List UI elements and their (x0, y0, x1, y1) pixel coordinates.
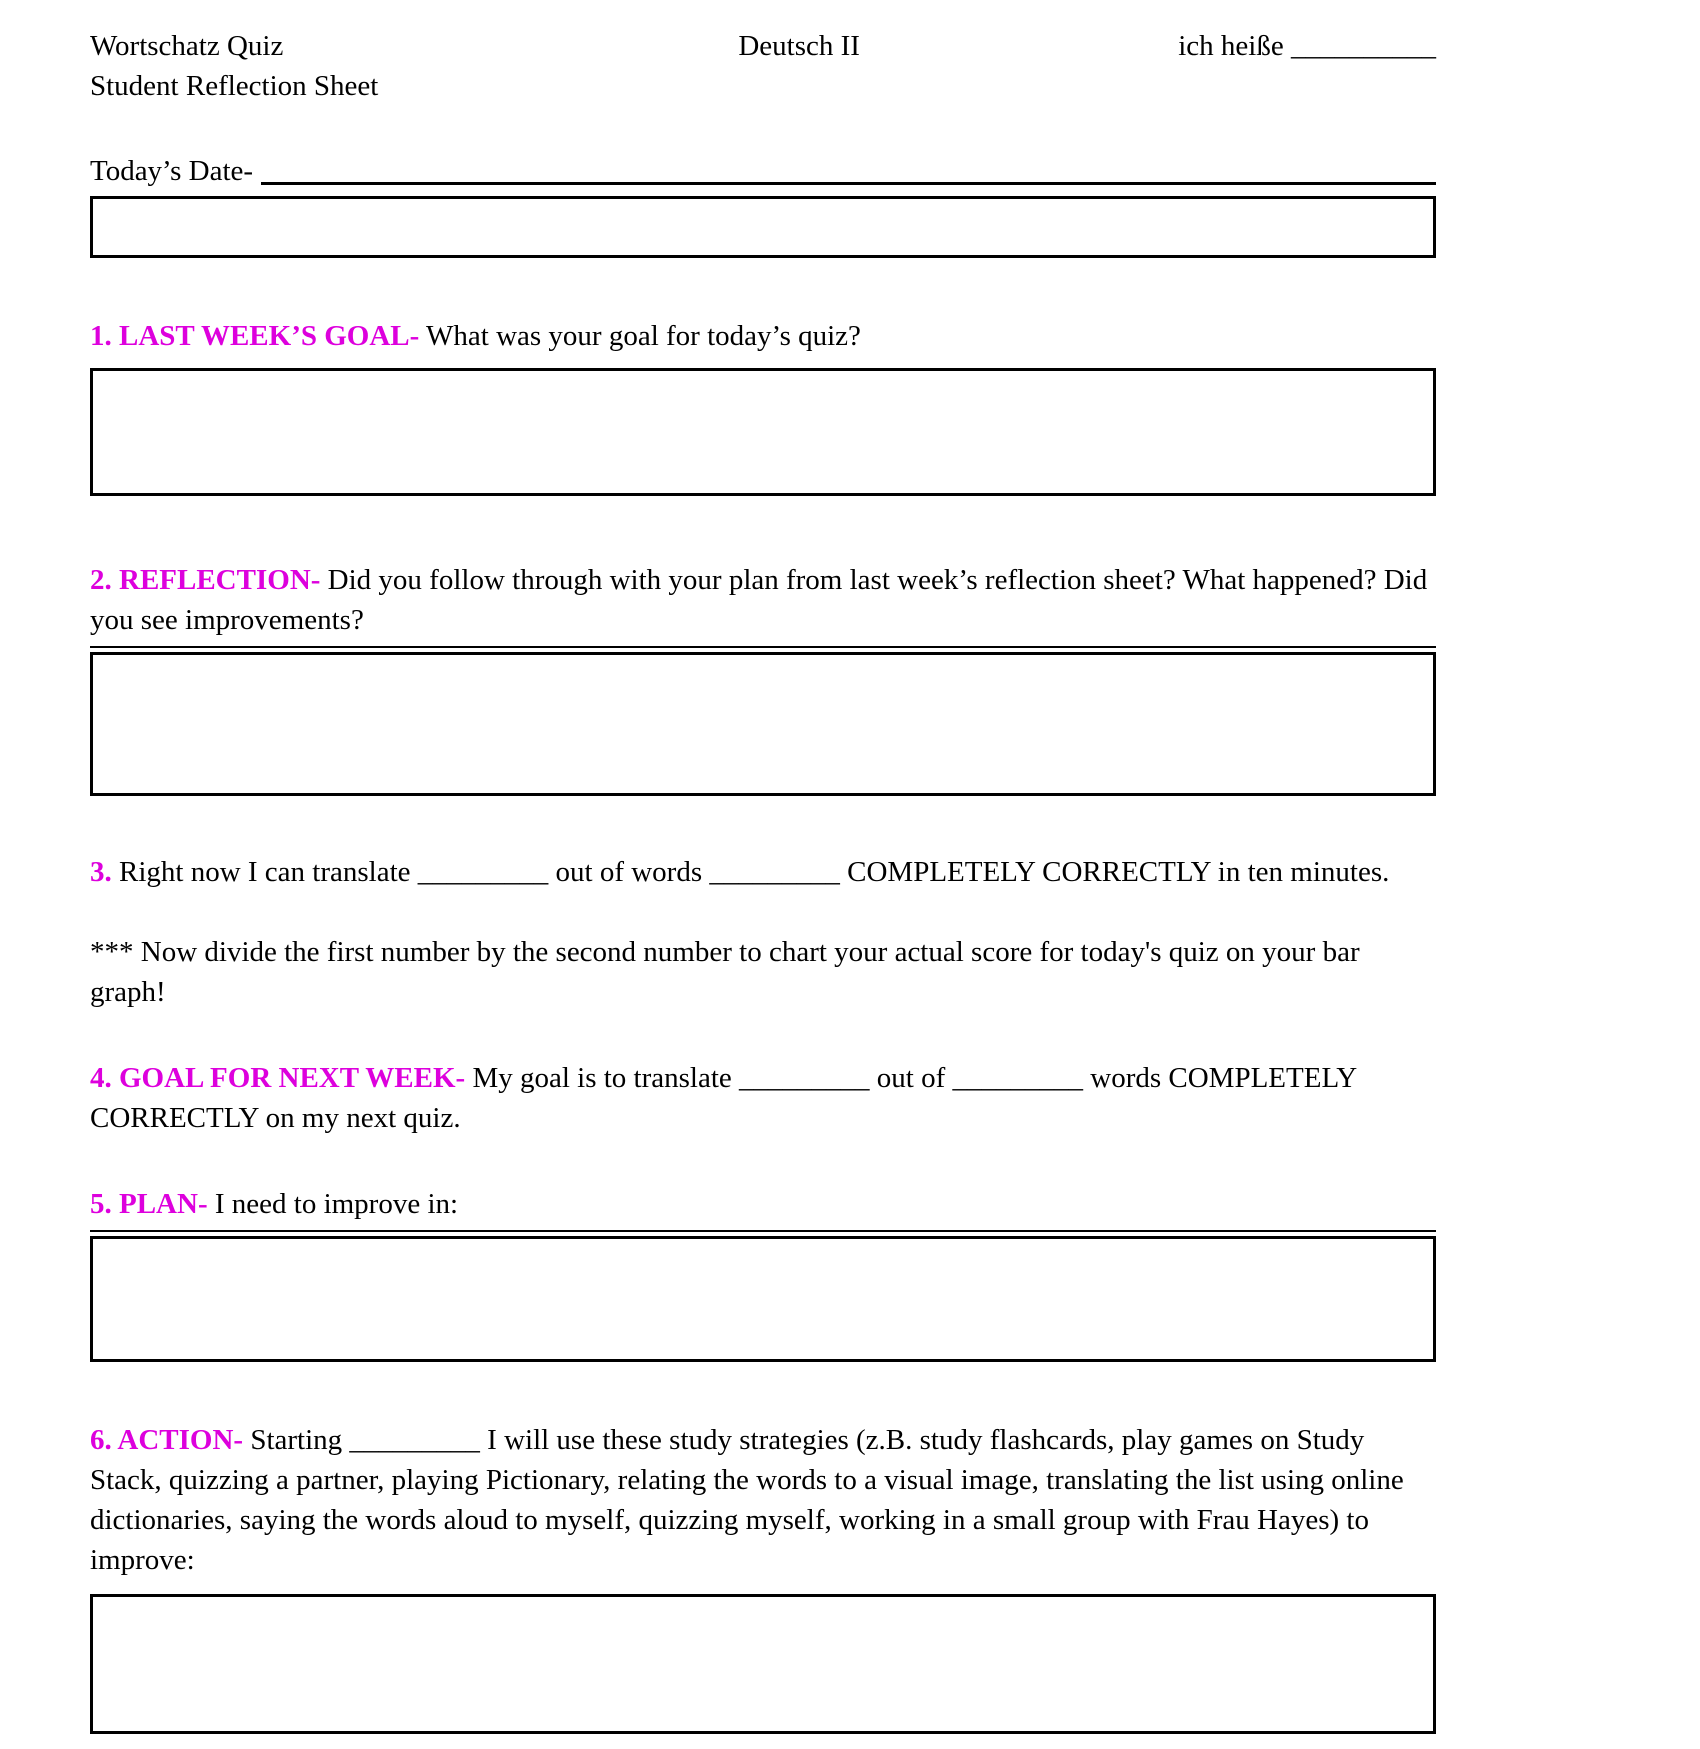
document-title-block (90, 26, 420, 106)
divide-note: *** Now divide the first number by the second number to chart your actual score for today's quiz on your bar graph! (90, 936, 1360, 1008)
section-2-heading: 2. REFLECTION- (90, 564, 321, 596)
reflection-response-box[interactable] (90, 652, 1436, 796)
date-response-box[interactable] (90, 196, 1436, 258)
section-3-number: 3. (90, 856, 112, 888)
section-plan (90, 1184, 1436, 1224)
plan-response-box[interactable] (90, 1236, 1436, 1362)
header (90, 26, 1436, 106)
course-name: Deutsch II (738, 30, 860, 62)
date-label: Today’s Date- (90, 155, 254, 187)
section-1-prompt: What was your goal for today’s quiz? (426, 320, 861, 352)
section-4-prompt: My goal is to translate _________ out of _________ words COMPLETELY CORRECTLY on my next quiz. (90, 1062, 1357, 1134)
reflection-ruled-line (90, 646, 1436, 648)
section-action (90, 1420, 1436, 1580)
document-subtitle: Student Reflection Sheet (90, 70, 379, 102)
name-field-label: ich heiße __________ (1178, 30, 1436, 62)
last-weeks-goal-response-box[interactable] (90, 368, 1436, 496)
section-4-heading: 4. GOAL FOR NEXT WEEK- (90, 1062, 466, 1094)
action-response-box[interactable] (90, 1594, 1436, 1734)
date-row (90, 152, 1436, 190)
section-5-heading: 5. PLAN- (90, 1188, 208, 1220)
section-6-prompt: Starting _________ I will use these study strategies (z.B. study flashcards, play games on Study Stack, quizzing a partner, playing Pictionary, relating the words to a visual image, translating the list using online dictionaries, saying the words aloud to myself, quizzing myself, working in a small group with Frau Hayes) to improve: (90, 1424, 1404, 1576)
section-goal-next-week (90, 1058, 1436, 1138)
section-5-prompt: I need to improve in: (214, 1188, 459, 1220)
section-1-heading: 1. LAST WEEK’S GOAL- (90, 320, 420, 352)
section-2-prompt: Did you follow through with your plan from last week’s reflection sheet? What happened? Did you see improvements? (90, 564, 1428, 636)
section-translate-count (90, 852, 1436, 892)
date-fill-line[interactable] (261, 152, 1436, 185)
section-6-heading: 6. ACTION- (90, 1424, 244, 1456)
section-3-prompt: Right now I can translate _________ out of words _________ COMPLETELY CORRECTLY in ten minutes. (119, 856, 1390, 888)
plan-ruled-line (90, 1230, 1436, 1232)
section-last-weeks-goal (90, 316, 1436, 356)
document-title: Wortschatz Quiz (90, 30, 284, 62)
section-reflection (90, 560, 1436, 640)
